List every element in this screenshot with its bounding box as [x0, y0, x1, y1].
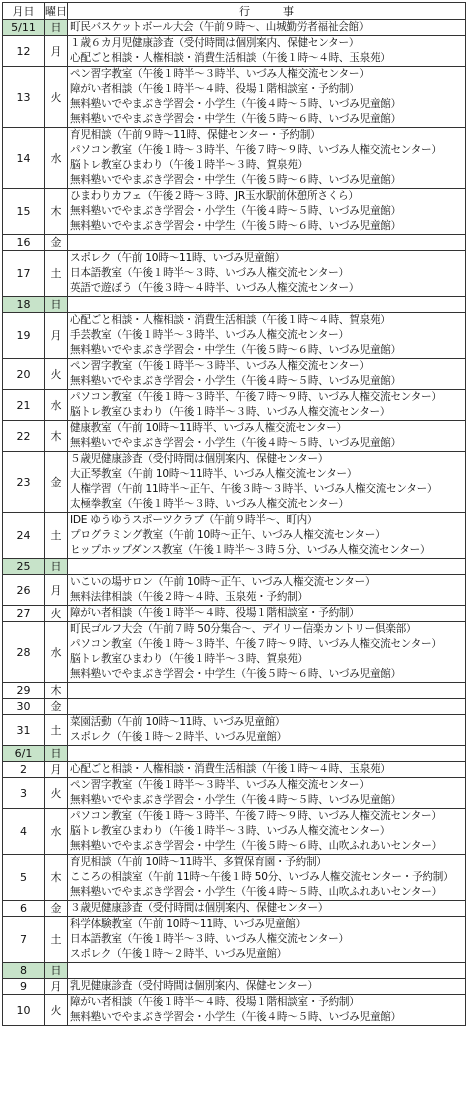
event-line: 障がい者相談（午後１時半～４時、役場１階相談室・予約制）: [70, 607, 360, 619]
date-cell: 16: [3, 235, 45, 251]
event-line: 心配ごと相談・人権相談・消費生活相談（午後１時～４時、玉泉苑）: [70, 52, 391, 64]
date-cell: 23: [3, 452, 45, 513]
date-cell: 10: [3, 995, 45, 1026]
day-of-week-cell: 火: [45, 359, 68, 390]
events-cell: [68, 20, 466, 36]
events-cell: [68, 995, 466, 1026]
events-cell: [68, 699, 466, 715]
event-line: こころの相談室（午前 11時～午後１時 50分、いづみ人権交流センター・予約制）: [70, 871, 454, 883]
event-line: パソコン教室（午後１時～３時半、午後７時～９時、いづみ人権交流センター）: [70, 144, 442, 156]
date-cell: 14: [3, 128, 45, 189]
events-cell: [68, 235, 466, 251]
event-line: ３歳児健康診査（受付時間は個別案内、保健センター）: [70, 902, 329, 914]
schedule-row: [3, 606, 466, 622]
date-cell: 30: [3, 699, 45, 715]
event-line: 無料塾いでやまぶき学習会・小学生（午後４時～５時、いづみ児童館）: [70, 1011, 401, 1023]
date-cell: 29: [3, 683, 45, 699]
events-cell: [68, 452, 466, 513]
event-line: 無料塾いでやまぶき学習会・中学生（午後５時～６時、いづみ児童館）: [70, 174, 401, 186]
event-line: [70, 297, 465, 312]
event-line: スポレク（午前 10時～11時、いづみ児童館）: [70, 252, 286, 264]
event-line: パソコン教室（午後１時～３時半、午後７時～９時、いづみ人権交流センター）: [70, 810, 442, 822]
event-line: 無料塾いでやまぶき学習会・小学生（午後４時～５時、いづみ児童館）: [70, 98, 401, 110]
event-line: 無料塾いでやまぶき学習会・小学生（午後４時～５時、いづみ児童館）: [70, 375, 401, 387]
day-of-week-cell: 月: [45, 36, 68, 67]
schedule-row: [3, 513, 466, 559]
schedule-row: [3, 979, 466, 995]
date-cell: 5: [3, 855, 45, 901]
events-cell: [68, 622, 466, 683]
day-of-week-cell: 日: [45, 559, 68, 575]
events-cell: [68, 715, 466, 746]
event-line: [70, 683, 465, 698]
event-line: [70, 235, 465, 250]
schedule-row: [3, 189, 466, 235]
events-cell: [68, 762, 466, 778]
event-line: 無料塾いでやまぶき学習会・小学生（午後４時～５時、いづみ児童館）: [70, 794, 401, 806]
events-cell: [68, 917, 466, 963]
events-cell: [68, 683, 466, 699]
event-line: 心配ごと相談・人権相談・消費生活相談（午後１時～４時、賀泉苑）: [70, 314, 391, 326]
date-cell: 12: [3, 36, 45, 67]
schedule-row: [3, 421, 466, 452]
date-cell: 2: [3, 762, 45, 778]
day-of-week-cell: 火: [45, 67, 68, 128]
event-line: 脳トレ教室ひまわり（午後１時半～３時、いづみ人権交流センター）: [70, 406, 391, 418]
day-of-week-cell: 土: [45, 917, 68, 963]
event-line: 育児相談（午前 10時～11時半、多賀保育園・予約制）: [70, 856, 327, 868]
schedule-row: [3, 809, 466, 855]
event-line: ペン習字教室（午後１時半～３時半、いづみ人権交流センター）: [70, 360, 370, 372]
events-cell: [68, 313, 466, 359]
schedule-row: [3, 452, 466, 513]
date-cell: 19: [3, 313, 45, 359]
events-cell: [68, 559, 466, 575]
event-line: 無料法律相談（午後２時～４時、玉泉苑・予約制）: [70, 591, 308, 603]
date-cell: 24: [3, 513, 45, 559]
sunday-row: [3, 559, 466, 575]
events-cell: [68, 36, 466, 67]
event-line: 無料塾いでやまぶき学習会・中学生（午後５時～６時、いづみ児童館）: [70, 220, 401, 232]
events-cell: [68, 297, 466, 313]
date-cell: 18: [3, 297, 45, 313]
event-line: 心配ごと相談・人権相談・消費生活相談（午後１時～４時、玉泉苑）: [70, 763, 391, 775]
event-line: ５歳児健康診査（受付時間は個別案内、保健センター）: [70, 453, 329, 465]
day-of-week-cell: 土: [45, 513, 68, 559]
day-of-week-cell: 木: [45, 189, 68, 235]
day-of-week-cell: 水: [45, 390, 68, 421]
events-cell: [68, 421, 466, 452]
event-line: [70, 699, 465, 714]
event-line: 無料塾いでやまぶき学習会・小学生（午後４時～５時、いづみ児童館）: [70, 437, 401, 449]
event-line: 障がい者相談（午後１時半～４時、役場１階相談室・予約制）: [70, 996, 360, 1008]
events-cell: [68, 979, 466, 995]
event-line: １歳６カ月児健康診査（受付時間は個別案内、保健センター）: [70, 37, 360, 49]
sunday-row: [3, 746, 466, 762]
day-of-week-cell: 土: [45, 715, 68, 746]
date-cell: 21: [3, 390, 45, 421]
date-cell: 31: [3, 715, 45, 746]
event-line: [70, 746, 465, 761]
schedule-row: [3, 67, 466, 128]
event-line: 育児相談（午前９時～11時、保健センター・予約制）: [70, 129, 321, 141]
date-cell: 6/1: [3, 746, 45, 762]
day-of-week-cell: 金: [45, 235, 68, 251]
event-line: 無料塾いでやまぶき学習会・中学生（午後５時～６時、山吹ふれあいセンター）: [70, 840, 442, 852]
schedule-row: [3, 251, 466, 297]
schedule-row: [3, 762, 466, 778]
schedule-row: [3, 128, 466, 189]
sunday-row: [3, 963, 466, 979]
event-line: 日本語教室（午後１時半～３時、いづみ人権交流センター）: [70, 267, 349, 279]
date-cell: 9: [3, 979, 45, 995]
day-of-week-cell: 火: [45, 995, 68, 1026]
schedule-row: [3, 575, 466, 606]
event-line: 人権学習（午前 11時半～正午、午後３時～３時半、いづみ人権交流センター）: [70, 483, 438, 495]
schedule-row: [3, 313, 466, 359]
schedule-row: [3, 778, 466, 809]
header-row: [3, 3, 466, 20]
date-cell: 26: [3, 575, 45, 606]
day-of-week-cell: 木: [45, 421, 68, 452]
schedule-row: [3, 359, 466, 390]
day-of-week-cell: 日: [45, 746, 68, 762]
sunday-row: [3, 297, 466, 313]
day-of-week-cell: 月: [45, 575, 68, 606]
event-line: スポレク（午後１時～２時半、いづみ児童館）: [70, 948, 288, 960]
day-of-week-cell: 木: [45, 855, 68, 901]
event-line: 町民ゴルフ大会（午前７時 50分集合～、デイリー信楽カントリー倶楽部）: [70, 623, 417, 635]
events-cell: [68, 809, 466, 855]
event-line: 手芸教室（午後１時半～３時半、いづみ人権交流センター）: [70, 329, 349, 341]
date-cell: 3: [3, 778, 45, 809]
day-of-week-cell: 日: [45, 963, 68, 979]
day-of-week-cell: 月: [45, 762, 68, 778]
date-cell: 7: [3, 917, 45, 963]
day-of-week-cell: 火: [45, 606, 68, 622]
events-cell: [68, 746, 466, 762]
event-line: 健康教室（午前 10時～11時半、いづみ人権交流センター）: [70, 422, 347, 434]
event-line: 無料塾いでやまぶき学習会・小学生（午後４時～５時、いづみ児童館）: [70, 205, 401, 217]
event-line: 脳トレ教室ひまわり（午後１時半～３時、いづみ人権交流センター）: [70, 825, 391, 837]
event-line: [70, 963, 465, 978]
schedule-row: [3, 36, 466, 67]
events-cell: [68, 390, 466, 421]
header-date: 月日: [3, 3, 45, 20]
event-line: 無料塾いでやまぶき学習会・中学生（午後５時～６時、いづみ児童館）: [70, 344, 401, 356]
date-cell: 15: [3, 189, 45, 235]
schedule-row: [3, 390, 466, 421]
events-cell: [68, 251, 466, 297]
events-cell: [68, 901, 466, 917]
date-cell: 25: [3, 559, 45, 575]
sunday-row: [3, 20, 466, 36]
schedule-row: [3, 683, 466, 699]
event-line: 町民バスケットボール大会（午前９時～、山城勤労者福祉会館）: [70, 21, 370, 33]
day-of-week-cell: 金: [45, 901, 68, 917]
date-cell: 13: [3, 67, 45, 128]
events-cell: [68, 67, 466, 128]
events-cell: [68, 855, 466, 901]
event-line: ペン習字教室（午後１時半～３時半、いづみ人権交流センター）: [70, 68, 370, 80]
schedule-row: [3, 917, 466, 963]
date-cell: 8: [3, 963, 45, 979]
events-cell: [68, 778, 466, 809]
event-line: いこいの場サロン（午前 10時～正午、いづみ人権交流センター）: [70, 576, 376, 588]
events-cell: [68, 575, 466, 606]
date-cell: 6: [3, 901, 45, 917]
event-line: 脳トレ教室ひまわり（午後１時半～３時、賀泉苑）: [70, 653, 308, 665]
header-day-of-week: 曜日: [45, 4, 67, 18]
schedule-row: [3, 901, 466, 917]
event-line: パソコン教室（午後１時～３時半、午後７時～９時、いづみ人権交流センター）: [70, 638, 442, 650]
event-line: ひまわりカフェ（午後２時～３時、JR玉水駅前休憩所さくら）: [70, 190, 359, 202]
schedule-row: [3, 715, 466, 746]
schedule-row: [3, 235, 466, 251]
day-of-week-cell: 火: [45, 778, 68, 809]
event-line: 脳トレ教室ひまわり（午後１時半～３時、賀泉苑）: [70, 159, 308, 171]
event-line: 障がい者相談（午後１時半～４時、役場１階相談室・予約制）: [70, 83, 360, 95]
events-cell: [68, 606, 466, 622]
header-events: 行 事: [68, 3, 466, 20]
event-line: 無料塾いでやまぶき学習会・中学生（午後５時～６時、いづみ児童館）: [70, 668, 401, 680]
events-cell: [68, 359, 466, 390]
date-cell: 17: [3, 251, 45, 297]
day-of-week-cell: 金: [45, 452, 68, 513]
events-cell: [68, 189, 466, 235]
day-of-week-cell: 月: [45, 979, 68, 995]
day-of-week-cell: 月: [45, 313, 68, 359]
event-schedule-table: [2, 2, 466, 1026]
day-of-week-cell: 日: [45, 297, 68, 313]
event-line: 英語で遊ぼう（午後３時～４時半、いづみ人権交流センター）: [70, 282, 360, 294]
day-of-week-cell: 水: [45, 128, 68, 189]
event-line: 無料塾いでやまぶき学習会・小学生（午後４時～５時、山吹ふれあいセンター）: [70, 886, 442, 898]
events-cell: [68, 963, 466, 979]
event-line: 乳児健康診査（受付時間は個別案内、保健センター）: [70, 980, 318, 992]
event-line: IDE ゆうゆうスポーツクラブ（午前９時半～、町内）: [70, 514, 318, 526]
day-of-week-cell: 木: [45, 683, 68, 699]
event-line: ヒップホップダンス教室（午後１時半～３時５分、いづみ人権交流センター）: [70, 544, 431, 556]
day-of-week-cell: 水: [45, 622, 68, 683]
event-line: 日本語教室（午後１時半～３時、いづみ人権交流センター）: [70, 933, 349, 945]
schedule-body: [3, 20, 466, 1026]
event-line: パソコン教室（午後１時～３時半、午後７時～９時、いづみ人権交流センター）: [70, 391, 442, 403]
events-cell: [68, 513, 466, 559]
date-cell: 5/11: [3, 20, 45, 36]
event-line: 無料塾いでやまぶき学習会・中学生（午後５時～６時、いづみ児童館）: [70, 113, 401, 125]
date-cell: 28: [3, 622, 45, 683]
event-line: 大正琴教室（午前 10時～11時半、いづみ人権交流センター）: [70, 468, 358, 480]
date-cell: 20: [3, 359, 45, 390]
event-line: ペン習字教室（午後１時半～３時半、いづみ人権交流センター）: [70, 779, 370, 791]
day-of-week-cell: 水: [45, 809, 68, 855]
event-line: 科学体験教室（午前 10時～11時、いづみ児童館）: [70, 918, 306, 930]
day-of-week-cell: 日: [45, 20, 68, 36]
schedule-row: [3, 995, 466, 1026]
schedule-row: [3, 699, 466, 715]
event-line: 菜園活動（午前 10時～11時、いづみ児童館）: [70, 716, 286, 728]
event-line: スポレク（午後１時～２時半、いづみ児童館）: [70, 731, 288, 743]
day-of-week-cell: 金: [45, 699, 68, 715]
date-cell: 27: [3, 606, 45, 622]
event-line: 太極拳教室（午後１時半～３時、いづみ人権交流センター）: [70, 498, 349, 510]
event-line: [70, 559, 465, 574]
events-cell: [68, 128, 466, 189]
date-cell: 22: [3, 421, 45, 452]
day-of-week-cell: 土: [45, 251, 68, 297]
schedule-row: [3, 855, 466, 901]
schedule-row: [3, 622, 466, 683]
date-cell: 4: [3, 809, 45, 855]
event-line: プログラミング教室（午前 10時～正午、いづみ人権交流センター）: [70, 529, 386, 541]
